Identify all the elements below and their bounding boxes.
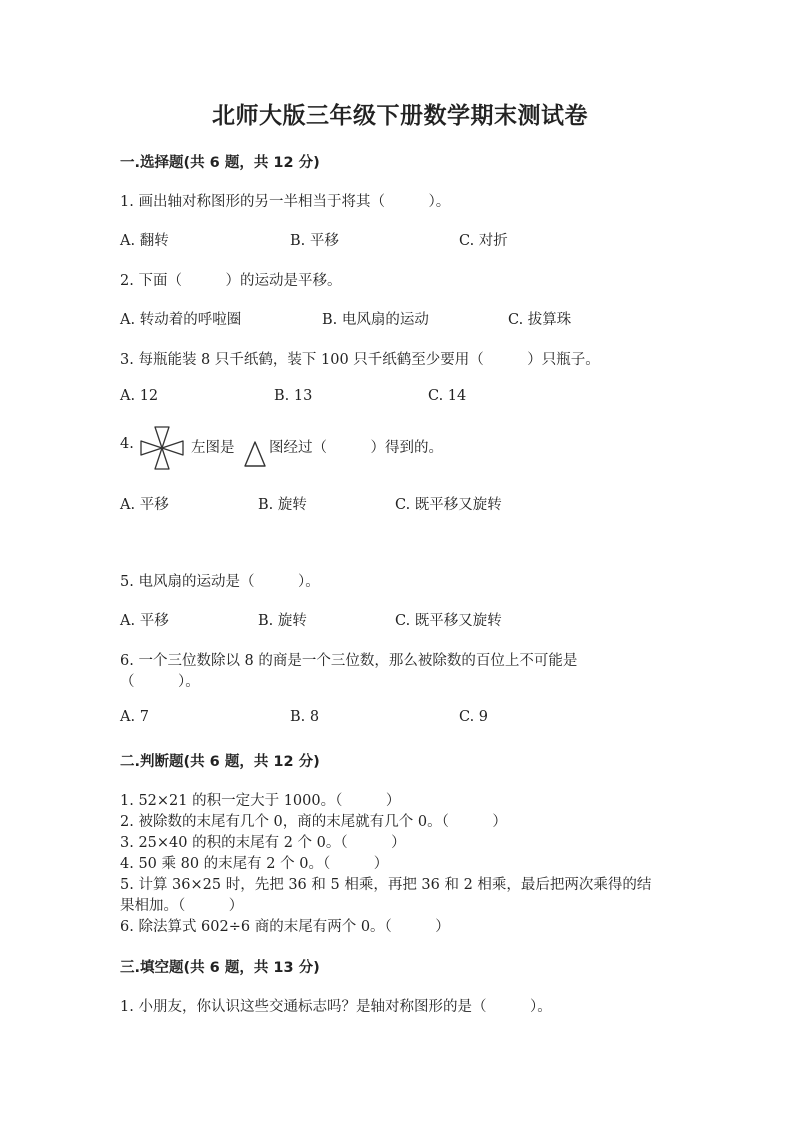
q5-option-b: B. 旋转: [258, 613, 307, 629]
section-heading-choice: 一.选择题(共 6 题，共 12 分): [120, 155, 320, 171]
judgement-item-4: 4. 50 乘 80 的末尾有 2 个 0。（ ）: [120, 856, 389, 872]
question-5: 5. 电风扇的运动是（ ）。: [120, 574, 320, 590]
question-6-line-2: （ ）。: [120, 674, 200, 690]
judgement-item-2: 2. 被除数的末尾有几个 0，商的末尾就有几个 0。（ ）: [120, 814, 507, 830]
pinwheel-figure-icon: [139, 425, 185, 471]
q6-option-a: A. 7: [120, 709, 149, 725]
fill-in-question-1: 1. 小朋友，你认识这些交通标志吗？是轴对称图形的是（ ）。: [120, 999, 552, 1015]
judgement-item-3: 3. 25×40 的积的末尾有 2 个 0。（ ）: [120, 835, 406, 851]
judgement-item-6: 6. 除法算式 602÷6 商的末尾有两个 0。（ ）: [120, 919, 450, 935]
q5-option-a: A. 平移: [120, 613, 169, 629]
q2-option-b: B. 电风扇的运动: [322, 312, 429, 328]
q6-option-c: C. 9: [459, 709, 489, 725]
q4-option-b: B. 旋转: [258, 497, 307, 513]
question-2: 2. 下面（ ）的运动是平移。: [120, 273, 342, 289]
q1-option-a: A. 翻转: [120, 233, 169, 249]
q2-option-c: C. 拔算珠: [508, 312, 572, 328]
page-title: 北师大版三年级下册数学期末测试卷: [212, 103, 588, 129]
q1-option-b: B. 平移: [290, 233, 339, 249]
judgement-item-5-line-1: 5. 计算 36×25 时，先把 36 和 5 相乘，再把 36 和 2 相乘，最后把两次乘得的结: [120, 877, 652, 893]
question-1: 1. 画出轴对称图形的另一半相当于将其（ ）。: [120, 194, 451, 210]
question-6-line-1: 6. 一个三位数除以 8 的商是一个三位数，那么被除数的百位上不可能是: [120, 653, 578, 669]
q3-option-b: B. 13: [274, 388, 313, 404]
question-3: 3. 每瓶能装 8 只千纸鹤，装下 100 只千纸鹤至少要用（ ）只瓶子。: [120, 352, 600, 368]
q4-text-tail: 图经过（ ）得到的。: [269, 440, 443, 456]
q4-option-a: A. 平移: [120, 497, 169, 513]
q3-option-a: A. 12: [120, 388, 159, 404]
q6-option-b: B. 8: [290, 709, 320, 725]
judgement-item-1: 1. 52×21 的积一定大于 1000。（ ）: [120, 793, 401, 809]
section-heading-judgement: 二.判断题(共 6 题，共 12 分): [120, 754, 320, 770]
q4-option-c: C. 既平移又旋转: [395, 497, 502, 513]
q4-number: 4.: [120, 436, 134, 452]
q1-option-c: C. 对折: [459, 233, 508, 249]
section-heading-fill-in: 三.填空题(共 6 题，共 13 分): [120, 960, 320, 976]
q4-text-mid: 左图是: [191, 440, 235, 456]
triangle-figure-icon: [243, 440, 267, 468]
q3-option-c: C. 14: [428, 388, 467, 404]
q5-option-c: C. 既平移又旋转: [395, 613, 502, 629]
judgement-item-5-line-2: 果相加。（ ）: [120, 898, 244, 914]
q2-option-a: A. 转动着的呼啦圈: [120, 312, 242, 328]
